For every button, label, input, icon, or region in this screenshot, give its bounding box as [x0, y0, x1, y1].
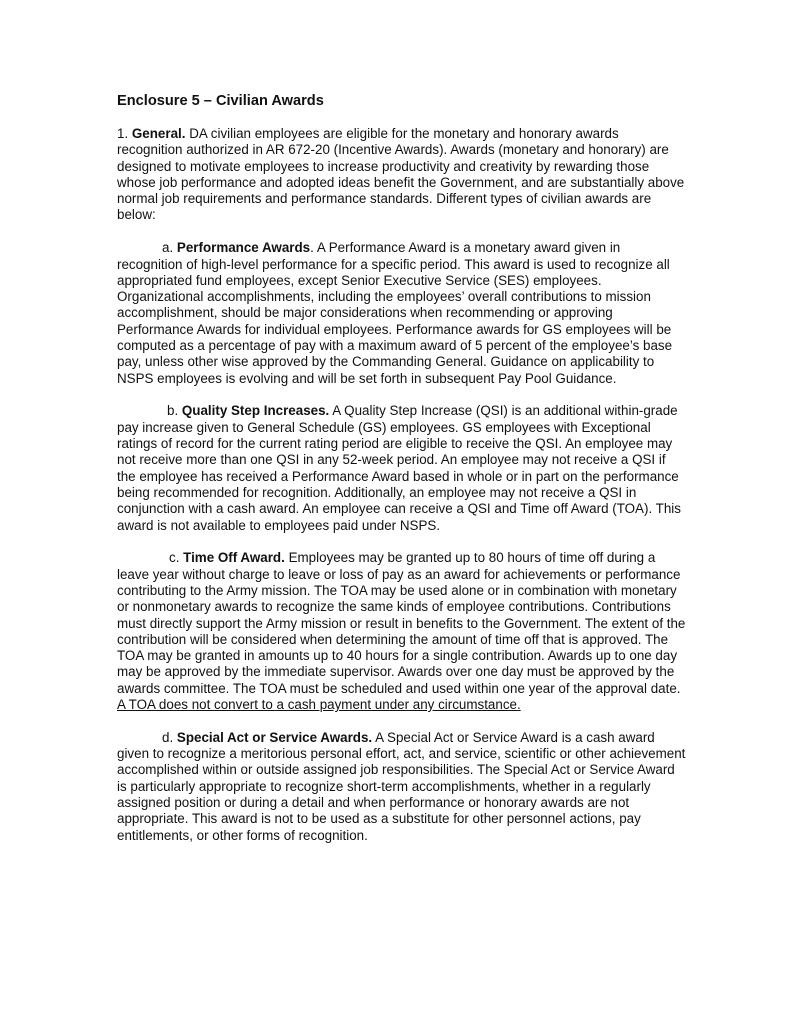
timeoff-letter: c. — [169, 550, 184, 566]
special-act-awards-paragraph — [117, 730, 687, 844]
performance-heading: Performance Awards — [176, 240, 311, 256]
performance-letter: a. — [162, 240, 177, 256]
qsi-text: A Quality Step Increase (QSI) is an additional within-grade pay increase given to General Schedule (GS) employees. GS employees with Exceptional ratings of record for the current rating period are eligible to receive the QSI. An employee may not receive more than one QSI in any 52-week period. An employee may not receive a QSI if the employee has received a Performance Award based in whole or in part on the performance being recommended for recognition. Additionally, an employee may not receive a QSI in conjunction with a cash award. An employee can receive a QSI and Time off Award (TOA). This award is not available to employees paid under NSPS. — [117, 403, 681, 533]
special-text: A Special Act or Service Award is a cash award given to recognize a meritorious personal effort, act, and service, scientific or other achievement accomplished within or outside assigned job responsibilities. The Special Act or Service Award is particularly appropriate to recognize short-term accomplishments, whether in a regularly assigned position or during a detail and when performance or honorary awards are not appropriate. This award is not to be used as a substitute for other personnel actions, pay entitlements, or other forms of recognition. — [117, 729, 686, 843]
qsi-letter: b. — [167, 403, 182, 419]
performance-awards-paragraph — [117, 240, 687, 387]
general-heading: General. — [131, 126, 186, 141]
timeoff-text: Employees may be granted up to 80 hours of time off during a leave year without charge to leave or loss of pay as an award for achievements or performance contributing to the Army mission. The TOA may be used alone or in combination with monetary or nonmonetary awards to recognize the same kinds of employee contributions. Contributions must directly support the Army mission or result in benefits to the Government. The extent of the contribution will be considered when determining the amount of time off that is approved. The TOA may be granted in amounts up to 40 hours for a single contribution. Awards up to one day may be approved by the immediate supervisor. Awards over one day must be approved by the awards committee. The TOA must be scheduled and used within one year of the approval date. — [117, 550, 686, 696]
special-letter: d. — [162, 729, 177, 745]
general-number: 1. — [117, 126, 132, 141]
quality-step-increases-paragraph — [117, 403, 687, 533]
time-off-award-paragraph — [117, 550, 687, 713]
performance-text: . A Performance Award is a monetary award given in recognition of high-level performance for a specific period. This award is used to recognize all appropriated fund employees, except Senior Executive Service (SES) employees. Organizational accomplishments, including the employees’ overall contributions to mission accomplishment, should be major considerations when recommending or approving Performance Awards for individual employees. Performance awards for GS employees will be computed as a percentage of pay with a maximum award of 5 percent of the employee’s base pay, unless other wise approved by the Commanding General. Guidance on applicability to NSPS employees is evolving and will be set forth in subsequent Pay Pool Guidance. — [117, 240, 673, 386]
qsi-heading: Quality Step Increases. — [181, 403, 330, 419]
general-paragraph — [117, 126, 687, 224]
page-title: Enclosure 5 – Civilian Awards — [117, 93, 324, 109]
document-page — [117, 92, 687, 860]
timeoff-heading: Time Off Award. — [183, 550, 285, 566]
special-heading: Special Act or Service Awards. — [176, 729, 373, 745]
timeoff-underlined-note: A TOA does not convert to a cash payment under any circumstance. — [117, 697, 521, 712]
general-text: DA civilian employees are eligible for the monetary and honorary awards recognition authorized in AR 672-20 (Incentive Awards). Awards (monetary and honorary) are designed to motivate employees to increase productivity and creativity by rewarding those whose job performance and adopted ideas benefit the Government, and are substantially above normal job requirements and performance standards. Different types of civilian awards are below: — [117, 126, 685, 223]
